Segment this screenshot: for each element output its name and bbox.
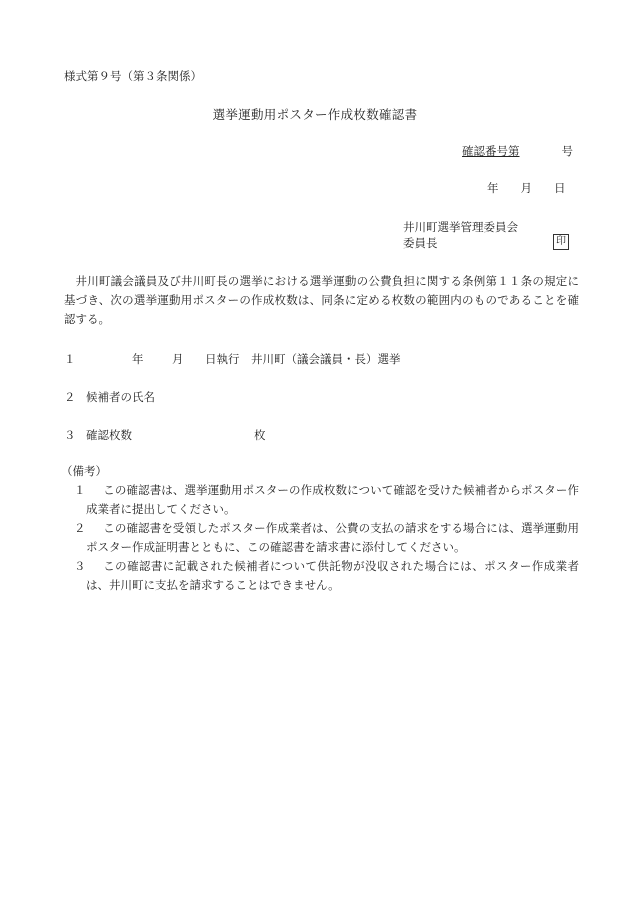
- note-text: この確認書を受領したポスター作成業者は、公費の支払の請求をする場合には、選挙運動用ポスター作成証明書とともに、この確認書を請求書に添付してください。: [86, 521, 579, 554]
- notes-title: （備考）: [61, 464, 107, 478]
- note-number: ２: [74, 521, 86, 535]
- date-line: [487, 180, 566, 196]
- body-paragraph: 井川町議会議員及び井川町長の選挙における選挙運動の公費負担に関する条例第１１条の規定に基づき、次の選挙運動用ポスターの作成枚数は、同条に定める枚数の範囲内のものであることを確認する。: [64, 274, 579, 326]
- item-number: ３: [64, 428, 76, 442]
- note-item: [64, 481, 579, 519]
- date-month: 月: [520, 181, 532, 195]
- issuer-committee: 井川町選挙管理委員会: [403, 220, 518, 234]
- item-candidate-name: [64, 389, 155, 405]
- note-item: [64, 557, 579, 595]
- item-year: 年: [132, 352, 144, 366]
- form-number: 様式第９号（第３条関係）: [64, 69, 202, 83]
- note-number: ３: [74, 559, 86, 573]
- seal-mark: 印: [553, 234, 569, 250]
- item-number: １: [64, 352, 76, 366]
- date-year: 年: [487, 181, 499, 195]
- item-text: 候補者の氏名: [86, 390, 155, 404]
- note-text: この確認書は、選挙運動用ポスターの作成枚数について確認を受けた候補者からポスター作成業者に提出してください。: [86, 483, 579, 516]
- item-unit: 枚: [254, 428, 266, 442]
- item-number: ２: [64, 390, 76, 404]
- document-title: 選挙運動用ポスター作成枚数確認書: [212, 107, 418, 122]
- date-day: 日: [554, 181, 566, 195]
- note-number: １: [74, 483, 86, 497]
- item-election: [64, 351, 401, 367]
- item-text: 日執行 井川町（議会議員・長）選挙: [205, 352, 401, 366]
- confirmation-number: [462, 143, 573, 159]
- item-confirmed-count: [64, 427, 266, 443]
- note-text: この確認書に記載された候補者について供託物が没収された場合には、ポスター作成業者は、井川町に支払を請求することはできません。: [86, 559, 579, 592]
- item-month: 月: [172, 352, 184, 366]
- notes-list: [64, 481, 579, 595]
- item-text: 確認枚数: [86, 428, 132, 442]
- note-item: [64, 519, 579, 557]
- confirmation-number-label: 確認番号第: [462, 144, 520, 158]
- confirmation-number-suffix: 号: [561, 144, 573, 158]
- issuer-chair: 委員長: [403, 236, 438, 250]
